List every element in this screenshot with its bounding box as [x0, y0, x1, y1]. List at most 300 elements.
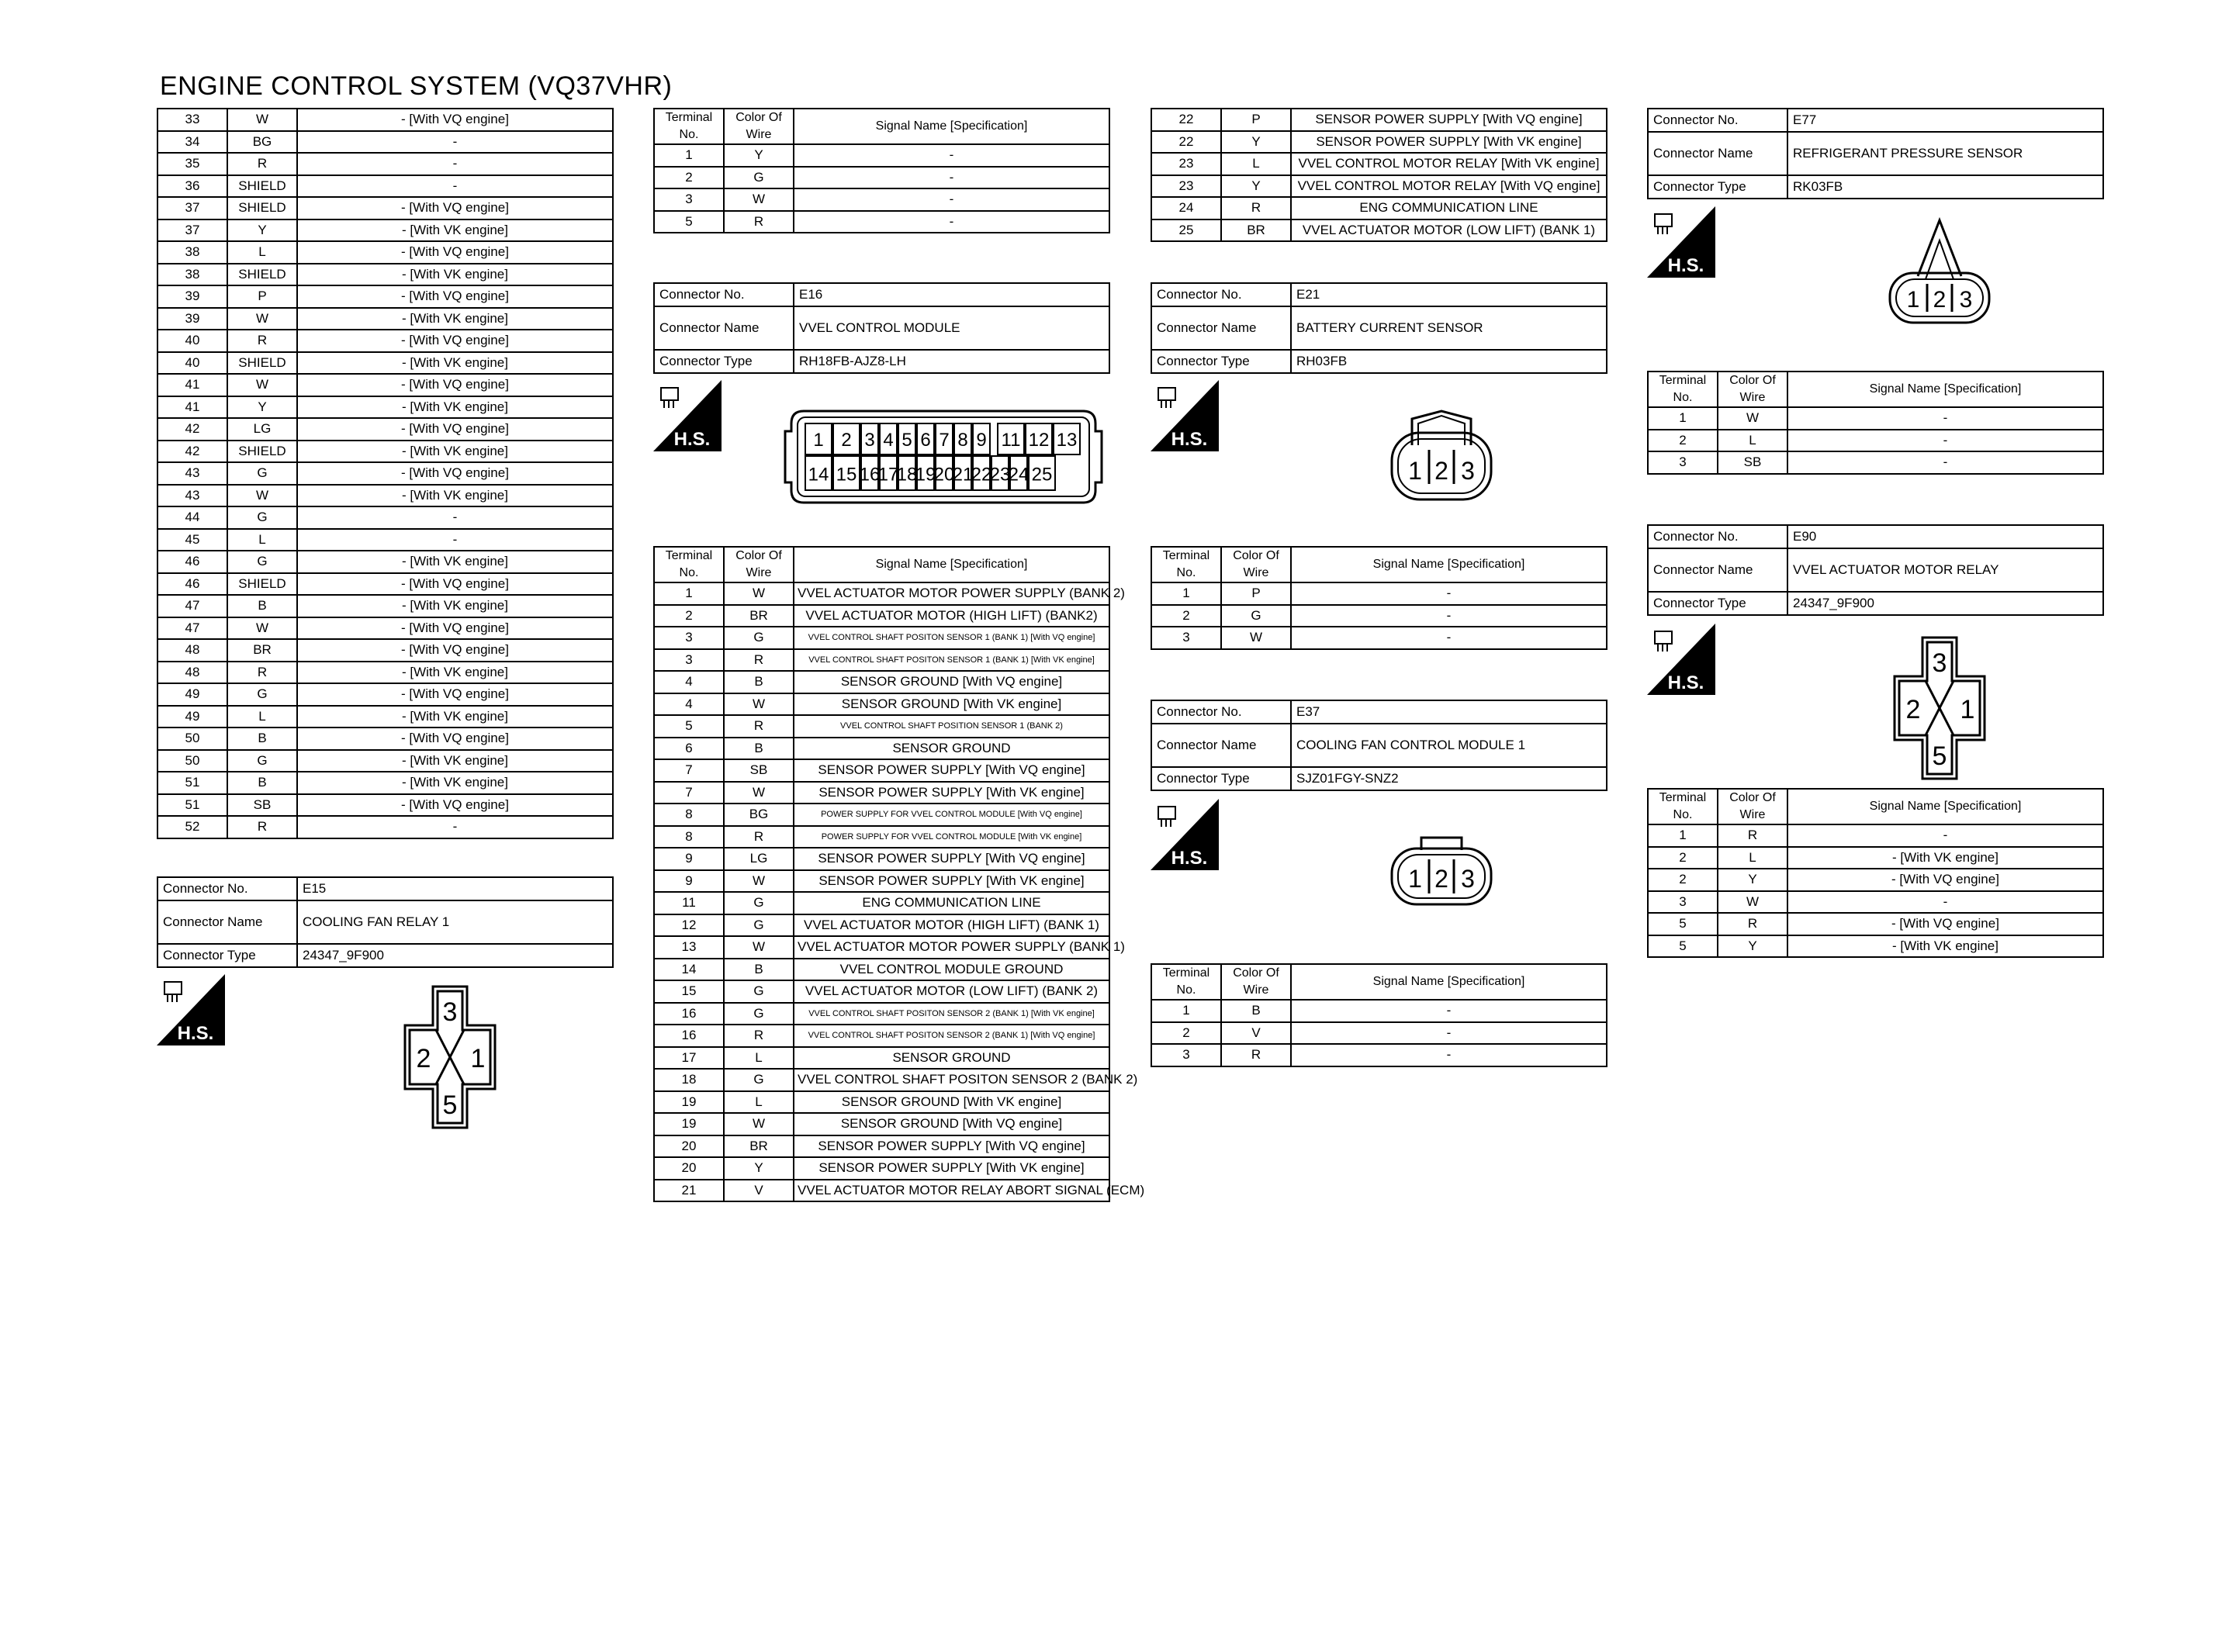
wire-color-cell: G [227, 750, 297, 772]
signal-name-cell: - [With VK engine] [297, 662, 613, 684]
terminal-cell: 43 [157, 485, 227, 507]
table-row [1648, 935, 2103, 958]
connector-info-e77 [1647, 108, 2104, 199]
table-row [1648, 913, 2103, 935]
signal-name-cell: - [With VQ engine] [1787, 913, 2103, 935]
wire-color-cell: W [724, 870, 794, 893]
pin-label: 25 [1031, 464, 1053, 486]
table-row [1151, 605, 1607, 627]
table-row [1151, 1000, 1607, 1022]
table-row [1648, 430, 2103, 452]
terminal-cell: 5 [654, 715, 724, 738]
conn-no-label: Connector No. [1151, 700, 1291, 724]
terminal-cell: 1 [1648, 407, 1718, 430]
terminal-cell: 49 [157, 706, 227, 728]
signal-name-cell: - [With VK engine] [1787, 847, 2103, 869]
table-row [157, 330, 613, 352]
wire-color-cell: BR [227, 639, 297, 662]
signal-name-cell: SENSOR GROUND [With VK engine] [794, 1091, 1109, 1114]
wire-color-cell: L [1718, 847, 1787, 869]
hs-label: H.S. [1667, 672, 1704, 693]
conn-type-label: Connector Type [1648, 175, 1787, 199]
signal-name-cell: VVEL CONTROL MOTOR RELAY [With VQ engine] [1291, 175, 1607, 198]
terminal-cell: 38 [157, 241, 227, 264]
wire-color-cell: G [227, 551, 297, 573]
table-row [654, 605, 1109, 627]
wire-color-cell: Y [724, 1157, 794, 1180]
pin-label: 11 [1001, 429, 1021, 451]
conn-no-value: E21 [1291, 283, 1607, 306]
table-row [654, 671, 1109, 693]
terminal-cell: 39 [157, 285, 227, 308]
table-row [654, 848, 1109, 870]
connector-info-e15 [157, 876, 614, 968]
table-row [157, 109, 613, 131]
terminal-cell: 51 [157, 772, 227, 794]
wire-color-cell: B [227, 772, 297, 794]
wire-color-cell: L [1718, 430, 1787, 452]
terminal-cell: 2 [654, 605, 724, 627]
table-row [1151, 627, 1607, 649]
terminal-table-e16 [653, 546, 1145, 1202]
table-row [654, 1091, 1109, 1114]
terminal-cell: 12 [654, 914, 724, 937]
pin-label: 5 [901, 429, 912, 451]
table-row [654, 782, 1109, 804]
table-row [1151, 175, 1607, 198]
terminal-table-e15 [653, 108, 1110, 233]
terminal-cell: 3 [1648, 891, 1718, 914]
table-row [654, 627, 1109, 649]
signal-name-cell: - [297, 153, 613, 175]
signal-name-cell: - [With VQ engine] [297, 639, 613, 662]
conn-no-label: Connector No. [1648, 109, 1787, 132]
table-row [1151, 197, 1607, 219]
signal-name-cell: - [With VK engine] [297, 485, 613, 507]
hs-icon [1151, 380, 1219, 451]
wire-color-cell: G [724, 914, 794, 937]
wire-color-cell: Y [227, 219, 297, 242]
terminal-cell: 2 [1648, 869, 1718, 891]
signal-header: Signal Name [Specification] [794, 547, 1109, 582]
pin-label: 2 [1905, 695, 1921, 724]
signal-name-cell: - [297, 506, 613, 529]
signal-name-cell: VVEL CONTROL SHAFT POSITON SENSOR 1 (BANK 1) [With VK engine] [794, 649, 1109, 672]
wire-color-cell: L [724, 1091, 794, 1114]
wire-color-cell: G [227, 506, 297, 529]
table-row [157, 551, 613, 573]
terminal-cell: 34 [157, 131, 227, 154]
wire-color-cell: B [1221, 1000, 1291, 1022]
table-row [654, 1047, 1109, 1070]
signal-name-cell: - [With VQ engine] [297, 285, 613, 308]
terminal-cell: 2 [1648, 847, 1718, 869]
terminal-header: Terminal No. [1151, 964, 1221, 1000]
signal-name-cell: SENSOR POWER SUPPLY [With VQ engine] [794, 848, 1109, 870]
wire-color-cell: SB [227, 794, 297, 817]
conn-name-label: Connector Name [1648, 548, 1787, 592]
wire-color-cell: W [724, 693, 794, 716]
terminal-cell: 20 [654, 1135, 724, 1158]
signal-name-cell: - [1291, 582, 1607, 605]
pin-label: 24 [1008, 464, 1030, 486]
conn-type-value: RH03FB [1291, 350, 1607, 373]
conn-no-label: Connector No. [654, 283, 794, 306]
signal-name-cell: SENSOR GROUND [With VK engine] [794, 693, 1109, 716]
connector-info-e37 [1151, 700, 1607, 791]
hs-label: H.S. [1171, 848, 1208, 869]
terminal-cell: 8 [654, 804, 724, 826]
signal-name-cell: - [With VQ engine] [297, 728, 613, 750]
terminal-cell: 11 [654, 892, 724, 914]
wire-color-cell: P [1221, 109, 1291, 131]
signal-name-cell: - [1291, 1022, 1607, 1045]
signal-name-cell: SENSOR POWER SUPPLY [With VK engine] [794, 870, 1109, 893]
pin-label: 14 [808, 464, 829, 486]
wire-color-cell: R [724, 826, 794, 848]
conn-name-value: VVEL CONTROL MODULE [794, 306, 1109, 350]
pin-label: 2 [1434, 457, 1448, 485]
wire-color-cell: W [724, 1113, 794, 1135]
table-row [654, 826, 1109, 848]
terminal-table-continued [157, 108, 614, 839]
color-header: Color Of Wire [724, 109, 794, 144]
terminal-cell: 41 [157, 374, 227, 396]
table-row [654, 759, 1109, 782]
terminal-cell: 22 [1151, 131, 1221, 154]
wire-color-cell: G [724, 892, 794, 914]
signal-name-cell: - [With VK engine] [297, 750, 613, 772]
signal-name-cell: - [794, 211, 1109, 233]
terminal-cell: 41 [157, 396, 227, 419]
table-row [654, 649, 1109, 672]
pin-label: 1 [1960, 695, 1975, 724]
pin-label: 3 [1959, 287, 1973, 313]
color-header: Color Of Wire [1718, 789, 1787, 824]
terminal-header: Terminal No. [654, 109, 724, 144]
wire-color-cell: L [227, 241, 297, 264]
table-row [157, 750, 613, 772]
terminal-cell: 3 [1648, 451, 1718, 474]
signal-name-cell: - [794, 144, 1109, 167]
signal-name-cell: - [With VQ engine] [297, 794, 613, 817]
wire-color-cell: R [1718, 913, 1787, 935]
terminal-cell: 39 [157, 308, 227, 330]
signal-name-cell: SENSOR GROUND [794, 738, 1109, 760]
hs-icon [653, 380, 722, 451]
table-row [157, 529, 613, 551]
signal-name-cell: VVEL CONTROL SHAFT POSITON SENSOR 2 (BANK 1) [With VK engine] [794, 1003, 1109, 1025]
wire-color-cell: R [724, 715, 794, 738]
terminal-header: Terminal No. [1151, 547, 1221, 582]
terminal-cell: 2 [1151, 1022, 1221, 1045]
signal-name-cell: - [With VK engine] [297, 219, 613, 242]
wire-color-cell: V [724, 1180, 794, 1202]
wire-color-cell: SHIELD [227, 352, 297, 375]
wire-color-cell: W [227, 485, 297, 507]
table-row [157, 396, 613, 419]
conn-name-label: Connector Name [157, 900, 297, 944]
connector-diagram-e77 [1887, 217, 1992, 326]
connector-diagram-e16 [788, 408, 1099, 506]
pin-label: 23 [989, 464, 1011, 486]
wire-color-cell: W [227, 308, 297, 330]
table-row [157, 772, 613, 794]
table-row [157, 131, 613, 154]
terminal-cell: 3 [654, 627, 724, 649]
conn-no-label: Connector No. [157, 877, 297, 900]
table-row [654, 1003, 1109, 1025]
terminal-cell: 46 [157, 573, 227, 596]
wire-color-cell: P [227, 285, 297, 308]
conn-type-label: Connector Type [1648, 592, 1787, 615]
terminal-cell: 15 [654, 980, 724, 1003]
signal-name-cell: - [1787, 407, 2103, 430]
color-header: Color Of Wire [1221, 964, 1291, 1000]
signal-name-cell: VVEL CONTROL SHAFT POSITON SENSOR 1 (BANK 1) [With VQ engine] [794, 627, 1109, 649]
pin-label: 1 [1906, 287, 1920, 313]
pin-label: 1 [470, 1044, 486, 1073]
terminal-cell: 22 [1151, 109, 1221, 131]
signal-name-cell: - [With VK engine] [297, 595, 613, 617]
signal-name-cell: - [With VQ engine] [297, 109, 613, 131]
wire-color-cell: R [724, 649, 794, 672]
table-row [157, 573, 613, 596]
table-row [157, 197, 613, 219]
wire-color-cell: SHIELD [227, 264, 297, 286]
terminal-cell: 38 [157, 264, 227, 286]
terminal-table-e16-continued [1151, 108, 1607, 242]
color-header: Color Of Wire [724, 547, 794, 582]
table-row [654, 167, 1109, 189]
terminal-cell: 20 [654, 1157, 724, 1180]
table-row [157, 617, 613, 640]
terminal-cell: 37 [157, 219, 227, 242]
signal-name-cell: - [With VK engine] [1787, 935, 2103, 958]
conn-type-label: Connector Type [1151, 350, 1291, 373]
conn-no-label: Connector No. [1151, 283, 1291, 306]
connector-diagram-e37 [1389, 835, 1494, 907]
signal-name-cell: SENSOR GROUND [With VQ engine] [794, 1113, 1109, 1135]
wire-color-cell: BR [724, 1135, 794, 1158]
table-row [654, 1069, 1109, 1091]
hs-icon [1151, 799, 1219, 870]
terminal-cell: 48 [157, 662, 227, 684]
wire-color-cell: BR [1221, 219, 1291, 242]
conn-type-value: SJZ01FGY-SNZ2 [1291, 767, 1607, 790]
terminal-cell: 14 [654, 959, 724, 981]
conn-name-label: Connector Name [1151, 306, 1291, 350]
signal-header: Signal Name [Specification] [1291, 547, 1607, 582]
wire-color-cell: L [724, 1047, 794, 1070]
terminal-cell: 13 [654, 936, 724, 959]
signal-name-cell: VVEL CONTROL MODULE GROUND [794, 959, 1109, 981]
table-row [654, 804, 1109, 826]
wire-color-cell: W [227, 109, 297, 131]
wire-color-cell: W [227, 617, 297, 640]
terminal-cell: 7 [654, 782, 724, 804]
terminal-cell: 25 [1151, 219, 1221, 242]
table-row [157, 662, 613, 684]
table-row [1151, 582, 1607, 605]
table-row [157, 595, 613, 617]
signal-name-cell: - [With VQ engine] [297, 197, 613, 219]
signal-name-cell: SENSOR GROUND [With VQ engine] [794, 671, 1109, 693]
table-row [1151, 109, 1607, 131]
terminal-cell: 52 [157, 816, 227, 838]
table-row [1648, 891, 2103, 914]
pin-label: 13 [1056, 429, 1078, 451]
signal-name-cell: ENG COMMUNICATION LINE [794, 892, 1109, 914]
pin-label: 6 [920, 429, 931, 451]
conn-name-label: Connector Name [1648, 132, 1787, 175]
terminal-cell: 3 [654, 188, 724, 211]
signal-name-cell: - [With VK engine] [297, 441, 613, 463]
terminal-cell: 4 [654, 693, 724, 716]
wire-color-cell: W [1718, 891, 1787, 914]
terminal-cell: 45 [157, 529, 227, 551]
table-row [654, 715, 1109, 738]
signal-name-cell: - [297, 175, 613, 198]
pin-label: 5 [442, 1090, 458, 1120]
wire-color-cell: R [227, 816, 297, 838]
table-row [157, 219, 613, 242]
wire-color-cell: Y [1221, 131, 1291, 154]
signal-name-cell: - [794, 188, 1109, 211]
signal-name-cell: - [794, 167, 1109, 189]
signal-header: Signal Name [Specification] [1291, 964, 1607, 1000]
wire-color-cell: SHIELD [227, 197, 297, 219]
table-row [157, 153, 613, 175]
terminal-cell: 6 [654, 738, 724, 760]
pin-label: 2 [1434, 865, 1448, 893]
signal-name-cell: - [1291, 1044, 1607, 1066]
pin-label: 17 [877, 464, 899, 486]
table-row [1648, 451, 2103, 474]
signal-name-cell: VVEL CONTROL SHAFT POSITION SENSOR 1 (BANK 2) [794, 715, 1109, 738]
signal-name-cell: - [With VK engine] [297, 352, 613, 375]
wire-color-cell: R [227, 153, 297, 175]
conn-name-value: VVEL ACTUATOR MOTOR RELAY [1787, 548, 2103, 592]
wire-color-cell: LG [724, 848, 794, 870]
terminal-cell: 51 [157, 794, 227, 817]
wire-color-cell: P [1221, 582, 1291, 605]
terminal-cell: 42 [157, 441, 227, 463]
conn-type-value: RH18FB-AJZ8-LH [794, 350, 1109, 373]
conn-name-value: COOLING FAN RELAY 1 [297, 900, 613, 944]
wire-color-cell: L [227, 529, 297, 551]
pin-label: 19 [915, 464, 936, 486]
signal-name-cell: - [297, 816, 613, 838]
pin-label: 8 [957, 429, 968, 451]
connector-diagram-e21 [1389, 410, 1494, 503]
connector-info-e21 [1151, 282, 1607, 374]
wire-color-cell: SB [1718, 451, 1787, 474]
signal-name-cell: - [1787, 451, 2103, 474]
table-row [654, 693, 1109, 716]
conn-type-value: 24347_9F900 [1787, 592, 2103, 615]
table-row [654, 1113, 1109, 1135]
signal-name-cell: VVEL CONTROL SHAFT POSITON SENSOR 2 (BANK 1) [With VQ engine] [794, 1025, 1109, 1047]
signal-name-cell: VVEL CONTROL MOTOR RELAY [With VK engine] [1291, 153, 1607, 175]
pin-label: 5 [1932, 741, 1947, 771]
wire-color-cell: G [227, 462, 297, 485]
terminal-cell: 1 [1648, 824, 1718, 847]
hs-icon [157, 974, 225, 1045]
terminal-cell: 48 [157, 639, 227, 662]
pin-label: 2 [416, 1044, 431, 1073]
conn-no-value: E77 [1787, 109, 2103, 132]
pin-label: 4 [883, 429, 894, 451]
table-row [157, 639, 613, 662]
conn-no-value: E90 [1787, 525, 2103, 548]
wire-color-cell: Y [1221, 175, 1291, 198]
wire-color-cell: BR [724, 605, 794, 627]
wire-color-cell: LG [227, 418, 297, 441]
terminal-header: Terminal No. [1648, 372, 1718, 407]
wire-color-cell: R [1718, 824, 1787, 847]
pin-label: 3 [442, 997, 458, 1027]
signal-name-cell: - [1291, 627, 1607, 649]
table-row [157, 352, 613, 375]
conn-no-label: Connector No. [1648, 525, 1787, 548]
terminal-header: Terminal No. [1648, 789, 1718, 824]
wire-color-cell: G [724, 167, 794, 189]
signal-name-cell: - [With VQ engine] [297, 418, 613, 441]
table-row [1648, 407, 2103, 430]
table-row [157, 285, 613, 308]
terminal-cell: 4 [654, 671, 724, 693]
table-row [157, 175, 613, 198]
table-row [1151, 1044, 1607, 1066]
signal-name-cell: SENSOR POWER SUPPLY [With VK engine] [794, 782, 1109, 804]
wire-color-cell: G [227, 683, 297, 706]
pin-label: 20 [933, 464, 955, 486]
pin-label: 9 [976, 429, 987, 451]
table-row [654, 959, 1109, 981]
signal-name-cell: VVEL ACTUATOR MOTOR (LOW LIFT) (BANK 1) [1291, 219, 1607, 242]
conn-type-label: Connector Type [1151, 767, 1291, 790]
wire-color-cell: Y [1718, 869, 1787, 891]
terminal-cell: 47 [157, 617, 227, 640]
pin-label: 3 [864, 429, 875, 451]
pin-label: 3 [1932, 648, 1947, 678]
pin-label: 3 [1461, 457, 1475, 485]
connector-diagram-e15 [403, 985, 497, 1129]
table-row [157, 441, 613, 463]
table-row [157, 683, 613, 706]
wire-color-cell: R [724, 1025, 794, 1047]
terminal-cell: 50 [157, 750, 227, 772]
terminal-cell: 9 [654, 848, 724, 870]
table-row [654, 980, 1109, 1003]
signal-name-cell: - [1787, 430, 2103, 452]
signal-name-cell: SENSOR POWER SUPPLY [With VQ engine] [1291, 109, 1607, 131]
table-row [157, 816, 613, 838]
wire-color-cell: W [1718, 407, 1787, 430]
connector-info-e90 [1647, 524, 2104, 616]
signal-name-cell: SENSOR POWER SUPPLY [With VK engine] [794, 1157, 1109, 1180]
wire-color-cell: B [227, 595, 297, 617]
wire-color-cell: SB [724, 759, 794, 782]
wire-color-cell: G [724, 980, 794, 1003]
terminal-table-e21 [1151, 546, 1607, 650]
terminal-cell: 24 [1151, 197, 1221, 219]
table-row [1151, 131, 1607, 154]
signal-name-cell: VVEL ACTUATOR MOTOR POWER SUPPLY (BANK 1) [794, 936, 1109, 959]
terminal-cell: 17 [654, 1047, 724, 1070]
terminal-cell: 23 [1151, 175, 1221, 198]
